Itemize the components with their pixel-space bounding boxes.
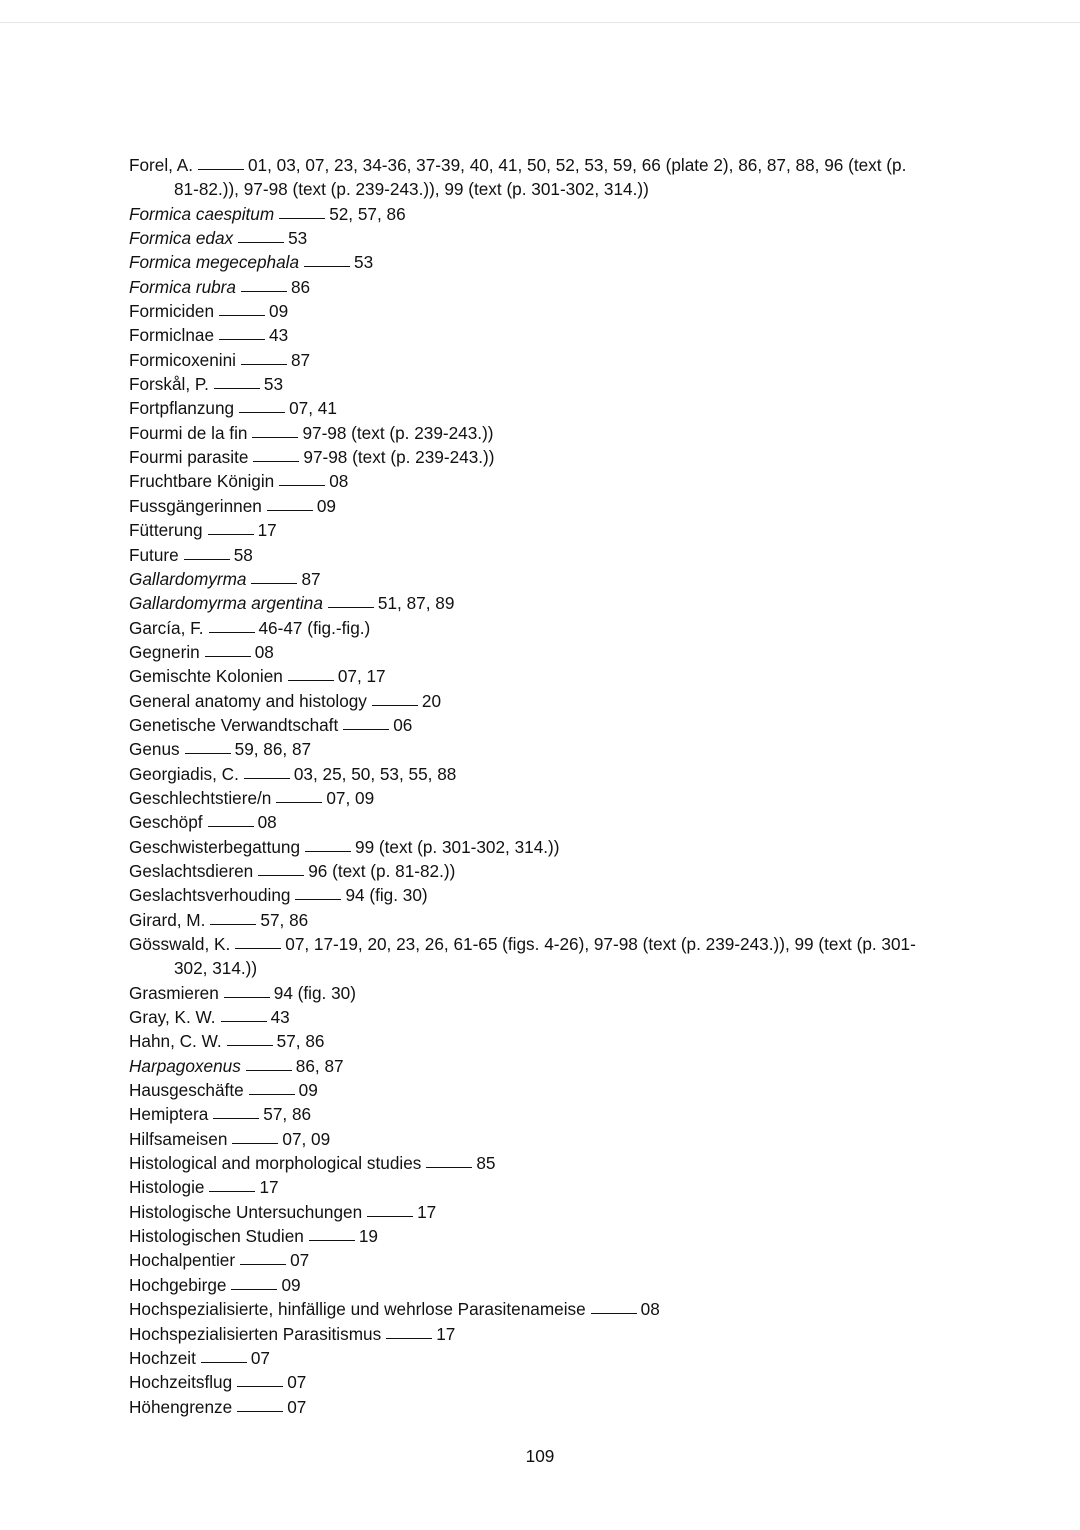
index-entry — [129, 1127, 929, 1151]
index-entry — [129, 1175, 929, 1199]
index-page-refs: 17 — [417, 1201, 437, 1222]
index-entry — [129, 469, 929, 493]
leader-line — [209, 1191, 255, 1192]
index-page-refs: 20 — [421, 690, 442, 711]
leader-line — [208, 534, 254, 535]
leader-line — [184, 559, 230, 560]
index-page-refs: 53 — [288, 228, 308, 249]
index-entry — [129, 1370, 929, 1394]
leader-line — [295, 899, 341, 900]
leader-line — [232, 1143, 278, 1144]
index-page-refs: 59, 86, 87 — [234, 739, 312, 760]
index-entry — [129, 859, 929, 883]
index-term: Hochspezialisierten Parasitismus — [129, 1323, 382, 1344]
index-page-refs: 08 — [329, 471, 349, 492]
index-term: Fütterung — [129, 520, 203, 541]
index-entry — [129, 689, 929, 713]
index-entry — [129, 226, 929, 250]
index-term: Hausgeschäfte — [129, 1080, 244, 1101]
leader-line — [251, 583, 297, 584]
index-entry — [129, 835, 929, 859]
index-page-refs: 87 — [290, 349, 311, 370]
index-term: Histologie — [129, 1177, 205, 1198]
index-term: Fussgängerinnen — [129, 495, 262, 516]
index-term: Fourmi parasite — [129, 447, 249, 468]
index-term: Geschöpf — [129, 812, 203, 833]
index-entry — [129, 1273, 929, 1297]
index-term: Gallardomyrma argentina — [129, 593, 323, 614]
leader-line — [240, 1264, 286, 1265]
leader-line — [279, 485, 325, 486]
index-entry — [129, 1297, 929, 1321]
index-entry — [129, 1224, 929, 1248]
index-entry — [129, 518, 929, 542]
leader-line — [237, 1386, 283, 1387]
index-page-refs: 08 — [640, 1299, 660, 1320]
index-page-refs: 07, 17-19, 20, 23, 26, 61-65 (figs. 4-26), 97-98 (text (p. 239-243.)), 99 (text (p. 301-302, 314.)) — [174, 934, 916, 979]
index-term: Histologische Untersuchungen — [129, 1201, 363, 1222]
index-page-refs: 43 — [270, 1007, 290, 1028]
index-entry — [129, 664, 929, 688]
leader-line — [219, 315, 265, 316]
index-page-refs: 43 — [269, 325, 289, 346]
leader-line — [241, 291, 287, 292]
leader-line — [328, 607, 374, 608]
index-page-refs: 99 (text (p. 301-302, 314.)) — [355, 836, 560, 857]
leader-line — [214, 388, 260, 389]
index-entry — [129, 275, 929, 299]
index-term: General anatomy and histology — [129, 690, 367, 711]
index-entry — [129, 250, 929, 274]
page-number: 109 — [525, 1446, 555, 1466]
index-page-refs: 94 (fig. 30) — [345, 885, 428, 906]
index-entry — [129, 762, 929, 786]
index-page-refs: 17 — [259, 1177, 279, 1198]
index-term: Genetische Verwandtschaft — [129, 714, 339, 735]
leader-line — [198, 169, 244, 170]
index-term: Forskål, P. — [129, 374, 209, 395]
leader-line — [367, 1216, 413, 1217]
leader-line — [386, 1338, 432, 1339]
leader-line — [210, 924, 256, 925]
index-term: Geschwisterbegattung — [129, 836, 301, 857]
leader-line — [209, 632, 255, 633]
index-entry — [129, 1005, 929, 1029]
index-term: Grasmieren — [129, 982, 219, 1003]
leader-line — [288, 680, 334, 681]
index-page-refs: 06 — [393, 714, 413, 735]
index-term: Hochgebirge — [129, 1274, 227, 1295]
leader-line — [213, 1118, 259, 1119]
leader-line — [304, 266, 350, 267]
index-entry — [129, 1151, 929, 1175]
leader-line — [241, 364, 287, 365]
index-entry — [129, 737, 929, 761]
index-term: Hochzeitsflug — [129, 1372, 233, 1393]
index-term: Harpagoxenus — [129, 1055, 241, 1076]
index-page-refs: 09 — [298, 1080, 318, 1101]
index-page-refs: 07, 41 — [289, 398, 337, 419]
index-page-refs: 87 — [301, 568, 321, 589]
index-term: Hochspezialisierte, hinfällige und wehrlose Parasitenameise — [129, 1299, 586, 1320]
index-page-refs: 53 — [263, 374, 284, 395]
leader-line — [221, 1021, 267, 1022]
index-page-refs: 08 — [254, 641, 274, 662]
leader-line — [279, 218, 325, 219]
index-term: Formiclnae — [129, 325, 215, 346]
index-entry — [129, 810, 929, 834]
index-page-refs: 97-98 (text (p. 239-243.)) — [302, 422, 494, 443]
index-page-refs: 07 — [287, 1372, 307, 1393]
leader-line — [267, 510, 313, 511]
index-entry — [129, 421, 929, 445]
index-entry — [129, 323, 929, 347]
index-page-refs: 19 — [358, 1226, 378, 1247]
leader-line — [185, 753, 231, 754]
index-page-refs: 07 — [290, 1250, 310, 1271]
index-entry — [129, 372, 929, 396]
index-entry — [129, 1200, 929, 1224]
index-term: Gemischte Kolonien — [129, 666, 283, 687]
index-page-refs: 07 — [287, 1396, 307, 1417]
index-entry — [129, 1054, 929, 1078]
leader-line — [246, 1070, 292, 1071]
index-page-refs: 09 — [269, 301, 289, 322]
index-term: Fortpflanzung — [129, 398, 235, 419]
index-list — [129, 153, 929, 1419]
index-entry — [129, 981, 929, 1005]
index-entry — [129, 713, 929, 737]
page-top-rule — [0, 22, 1080, 23]
leader-line — [591, 1313, 637, 1314]
leader-line — [238, 242, 284, 243]
index-term: Histological and morphological studies — [129, 1153, 422, 1174]
index-entry — [129, 883, 929, 907]
index-term: Hochzeit — [129, 1347, 196, 1368]
index-page-refs: 86 — [290, 276, 311, 297]
index-term: Geschlechtstiere/n — [129, 787, 272, 808]
index-entry — [129, 494, 929, 518]
index-page-refs: 52, 57, 86 — [329, 203, 406, 224]
leader-line — [201, 1362, 247, 1363]
index-entry — [129, 543, 929, 567]
index-entry — [129, 1322, 929, 1346]
index-entry — [129, 591, 929, 615]
index-term: Gösswald, K. — [129, 934, 231, 954]
index-term: Hahn, C. W. — [129, 1031, 222, 1052]
index-page-refs: 07, 17 — [337, 666, 386, 687]
leader-line — [205, 656, 251, 657]
index-entry — [129, 1029, 929, 1053]
index-term: Hochalpentier — [129, 1250, 236, 1271]
index-term: Gray, K. W. — [129, 1007, 216, 1028]
leader-line — [219, 339, 265, 340]
index-term: Formica caespitum — [129, 203, 275, 224]
index-page-refs: 09 — [316, 495, 336, 516]
leader-line — [343, 729, 389, 730]
index-page-refs: 53 — [354, 252, 374, 273]
index-entry — [129, 1395, 929, 1419]
index-page-refs: 85 — [476, 1153, 496, 1174]
leader-line — [249, 1094, 295, 1095]
index-page-refs: 46-47 (fig.-fig.) — [258, 617, 371, 638]
index-page-refs: 17 — [257, 520, 277, 541]
leader-line — [372, 705, 418, 706]
leader-line — [224, 997, 270, 998]
index-term: Fourmi de la fin — [129, 422, 248, 443]
index-page-refs: 09 — [281, 1274, 301, 1295]
index-term: Formica edax — [129, 228, 234, 249]
index-entry — [129, 1078, 929, 1102]
leader-line — [208, 826, 254, 827]
index-term: Formicoxenini — [129, 349, 236, 370]
index-entry — [129, 445, 929, 469]
index-entry — [129, 299, 929, 323]
leader-line — [426, 1167, 472, 1168]
index-term: Geslachtsverhouding — [129, 885, 291, 906]
index-term: Hemiptera — [129, 1104, 209, 1125]
index-term: Genus — [129, 739, 180, 760]
index-page-refs: 57, 86 — [263, 1104, 312, 1125]
leader-line — [237, 1411, 283, 1412]
index-term: García, F. — [129, 617, 204, 638]
leader-line — [309, 1240, 355, 1241]
index-term: Fruchtbare Königin — [129, 471, 275, 492]
index-page-refs: 97-98 (text (p. 239-243.)) — [303, 447, 495, 468]
index-term: Formiciden — [129, 301, 215, 322]
index-entry — [129, 1248, 929, 1272]
index-page-refs: 07, 09 — [282, 1128, 331, 1149]
index-entry — [129, 1102, 929, 1126]
index-page-refs: 57, 86 — [260, 909, 309, 930]
index-entry — [129, 616, 929, 640]
index-term: Forel, A. — [129, 155, 193, 175]
index-term: Formica megecephala — [129, 252, 300, 273]
index-page-refs: 57, 86 — [276, 1031, 325, 1052]
index-entry — [129, 153, 929, 202]
index-term: Geslachtsdieren — [129, 860, 254, 881]
index-page-refs: 86, 87 — [295, 1055, 344, 1076]
index-page-refs: 96 (text (p. 81-82.)) — [308, 860, 456, 881]
leader-line — [231, 1289, 277, 1290]
index-entry — [129, 640, 929, 664]
index-entry — [129, 786, 929, 810]
leader-line — [244, 778, 290, 779]
index-page-refs: 58 — [233, 544, 253, 565]
index-term: Höhengrenze — [129, 1396, 233, 1417]
leader-line — [258, 875, 304, 876]
index-page-refs: 08 — [257, 812, 277, 833]
leader-line — [227, 1045, 273, 1046]
index-term: Georgiadis, C. — [129, 763, 239, 784]
index-term: Gallardomyrma — [129, 568, 247, 589]
index-term: Histologischen Studien — [129, 1226, 304, 1247]
index-page-refs: 03, 25, 50, 53, 55, 88 — [293, 763, 457, 784]
index-term: Gegnerin — [129, 641, 200, 662]
index-entry — [129, 348, 929, 372]
index-page-refs: 07, 09 — [326, 787, 375, 808]
index-entry — [129, 396, 929, 420]
index-page-refs: 01, 03, 07, 23, 34-36, 37-39, 40, 41, 50, 52, 53, 59, 66 (plate 2), 86, 87, 88, 96 (text (p. 81-82.)), 97-98 (text (p. 239-243.)), 99 (text (p. 301-302, 314.)) — [174, 155, 907, 200]
index-entry — [129, 932, 929, 981]
leader-line — [252, 437, 298, 438]
index-entry — [129, 567, 929, 591]
leader-line — [253, 461, 299, 462]
index-page-refs: 51, 87, 89 — [377, 593, 455, 614]
index-term: Hilfsameisen — [129, 1128, 228, 1149]
index-page-refs: 94 (fig. 30) — [273, 982, 356, 1003]
index-term: Future — [129, 544, 179, 565]
index-page-refs: 17 — [436, 1323, 456, 1344]
index-entry — [129, 908, 929, 932]
index-term: Girard, M. — [129, 909, 206, 930]
index-page-refs: 07 — [250, 1347, 270, 1368]
leader-line — [305, 851, 351, 852]
index-term: Formica rubra — [129, 276, 236, 297]
index-entry — [129, 202, 929, 226]
index-entry — [129, 1346, 929, 1370]
leader-line — [276, 802, 322, 803]
leader-line — [239, 412, 285, 413]
leader-line — [235, 948, 281, 949]
